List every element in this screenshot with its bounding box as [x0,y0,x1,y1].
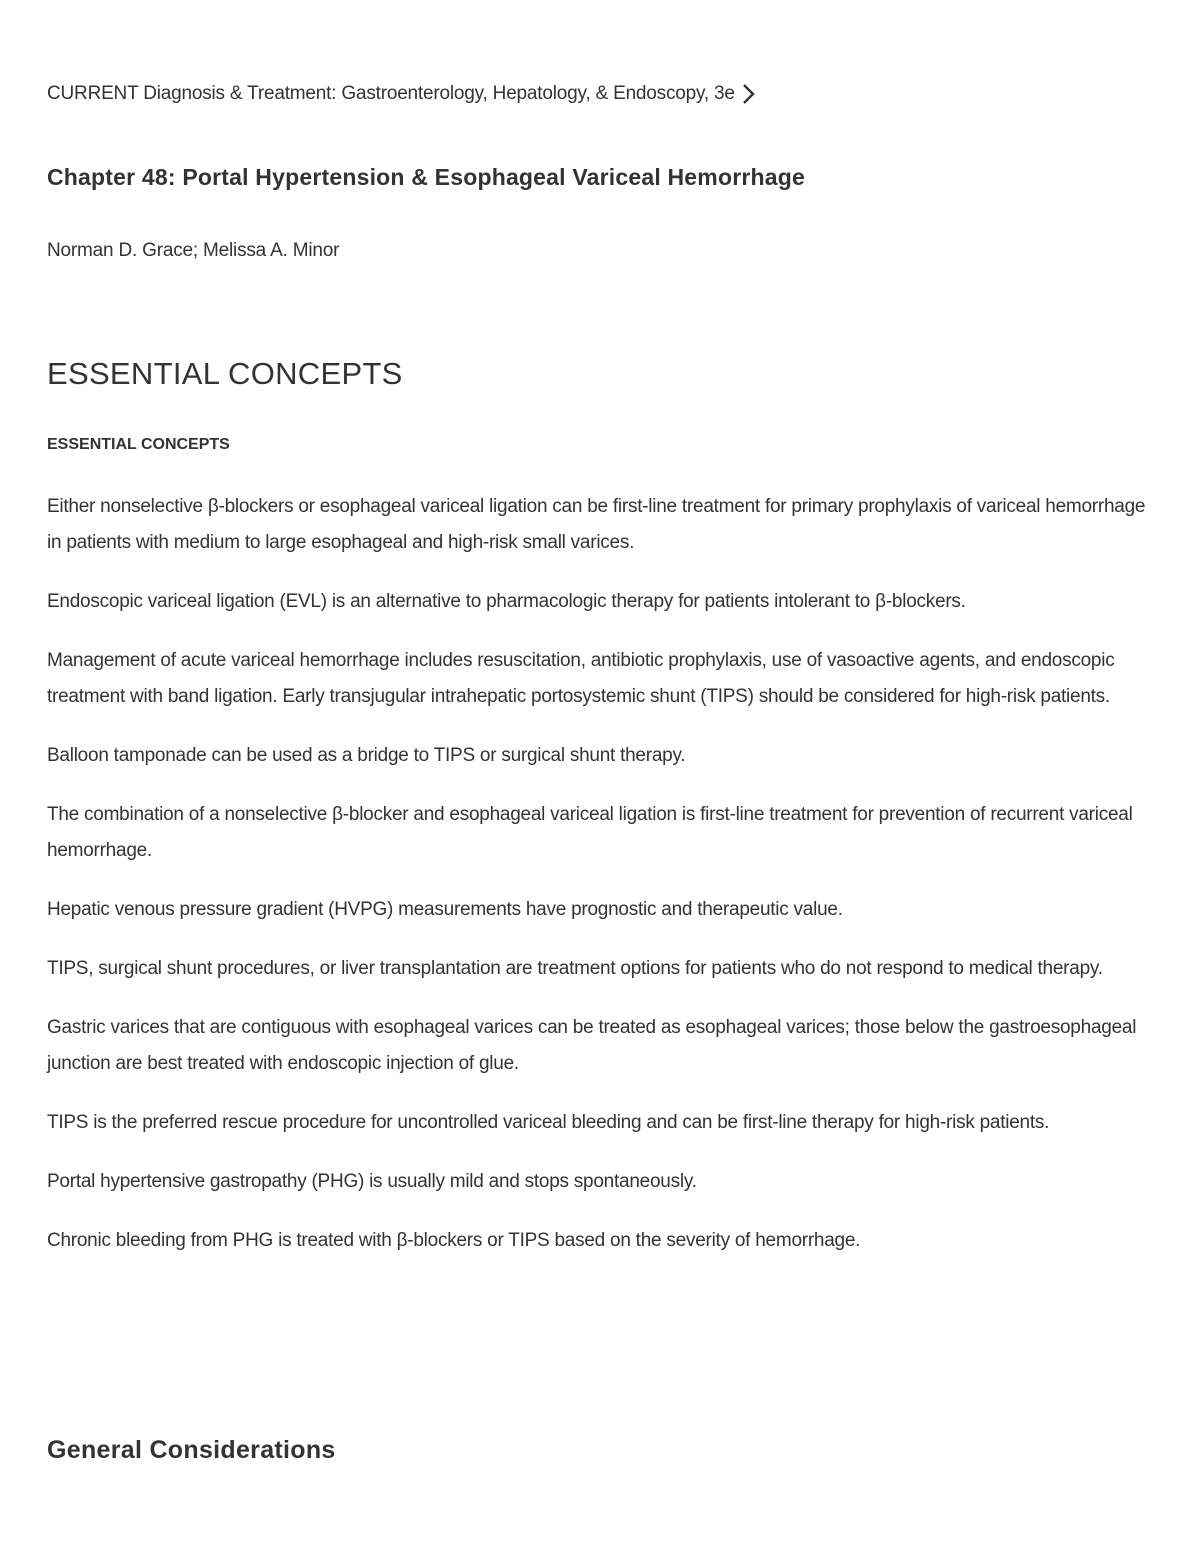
concept-paragraph: TIPS is the preferred rescue procedure for uncontrolled variceal bleeding and can be first-line therapy for high-risk patients. [47,1112,1050,1133]
concept-paragraph: Management of acute variceal hemorrhage includes resuscitation, antibiotic prophylaxis, use of vasoactive agents, and endoscopic treatment with band ligation. Early transjugular intrahepatic portosystemic shunt (TIPS) should be considered for high-risk patients. [47,650,1115,707]
concept-paragraph: Gastric varices that are contiguous with esophageal varices can be treated as esophageal varices; those below the gastroesophageal junction are best treated with endoscopic injection of glue. [47,1017,1137,1074]
concept-paragraph: Endoscopic variceal ligation (EVL) is an alternative to pharmacologic therapy for patients intolerant to β-blockers. [47,591,966,612]
concept-paragraph: The combination of a nonselective β-blocker and esophageal variceal ligation is first-line treatment for prevention of recurrent variceal hemorrhage. [47,804,1133,861]
concept-paragraph: Chronic bleeding from PHG is treated with β-blockers or TIPS based on the severity of hemorrhage. [47,1230,861,1251]
concept-paragraph: Either nonselective β-blockers or esophageal variceal ligation can be first-line treatment for primary prophylaxis of variceal hemorrhage in patients with medium to large esophageal and high-risk small varices. [47,496,1146,553]
concept-paragraph: TIPS, surgical shunt procedures, or liver transplantation are treatment options for patients who do not respond to medical therapy. [47,958,1103,979]
chapter-title: Chapter 48: Portal Hypertension & Esophageal Variceal Hemorrhage [47,164,805,190]
general-considerations-heading: General Considerations [47,1436,336,1464]
concept-paragraph: Portal hypertensive gastropathy (PHG) is usually mild and stops spontaneously. [47,1171,697,1192]
section-subheading: ESSENTIAL CONCEPTS [47,436,230,453]
chapter-authors: Norman D. Grace; Melissa A. Minor [47,240,340,261]
breadcrumb[interactable] [47,82,759,106]
section-heading: ESSENTIAL CONCEPTS [47,356,403,391]
book-title-link[interactable]: CURRENT Diagnosis & Treatment: Gastroenterology, Hepatology, & Endoscopy, 3e [47,83,735,104]
essential-concepts-list [47,489,1157,1282]
concept-paragraph: Hepatic venous pressure gradient (HVPG) measurements have prognostic and therapeutic value. [47,899,843,920]
chevron-right-icon[interactable] [737,82,759,106]
concept-paragraph: Balloon tamponade can be used as a bridge to TIPS or surgical shunt therapy. [47,745,686,766]
